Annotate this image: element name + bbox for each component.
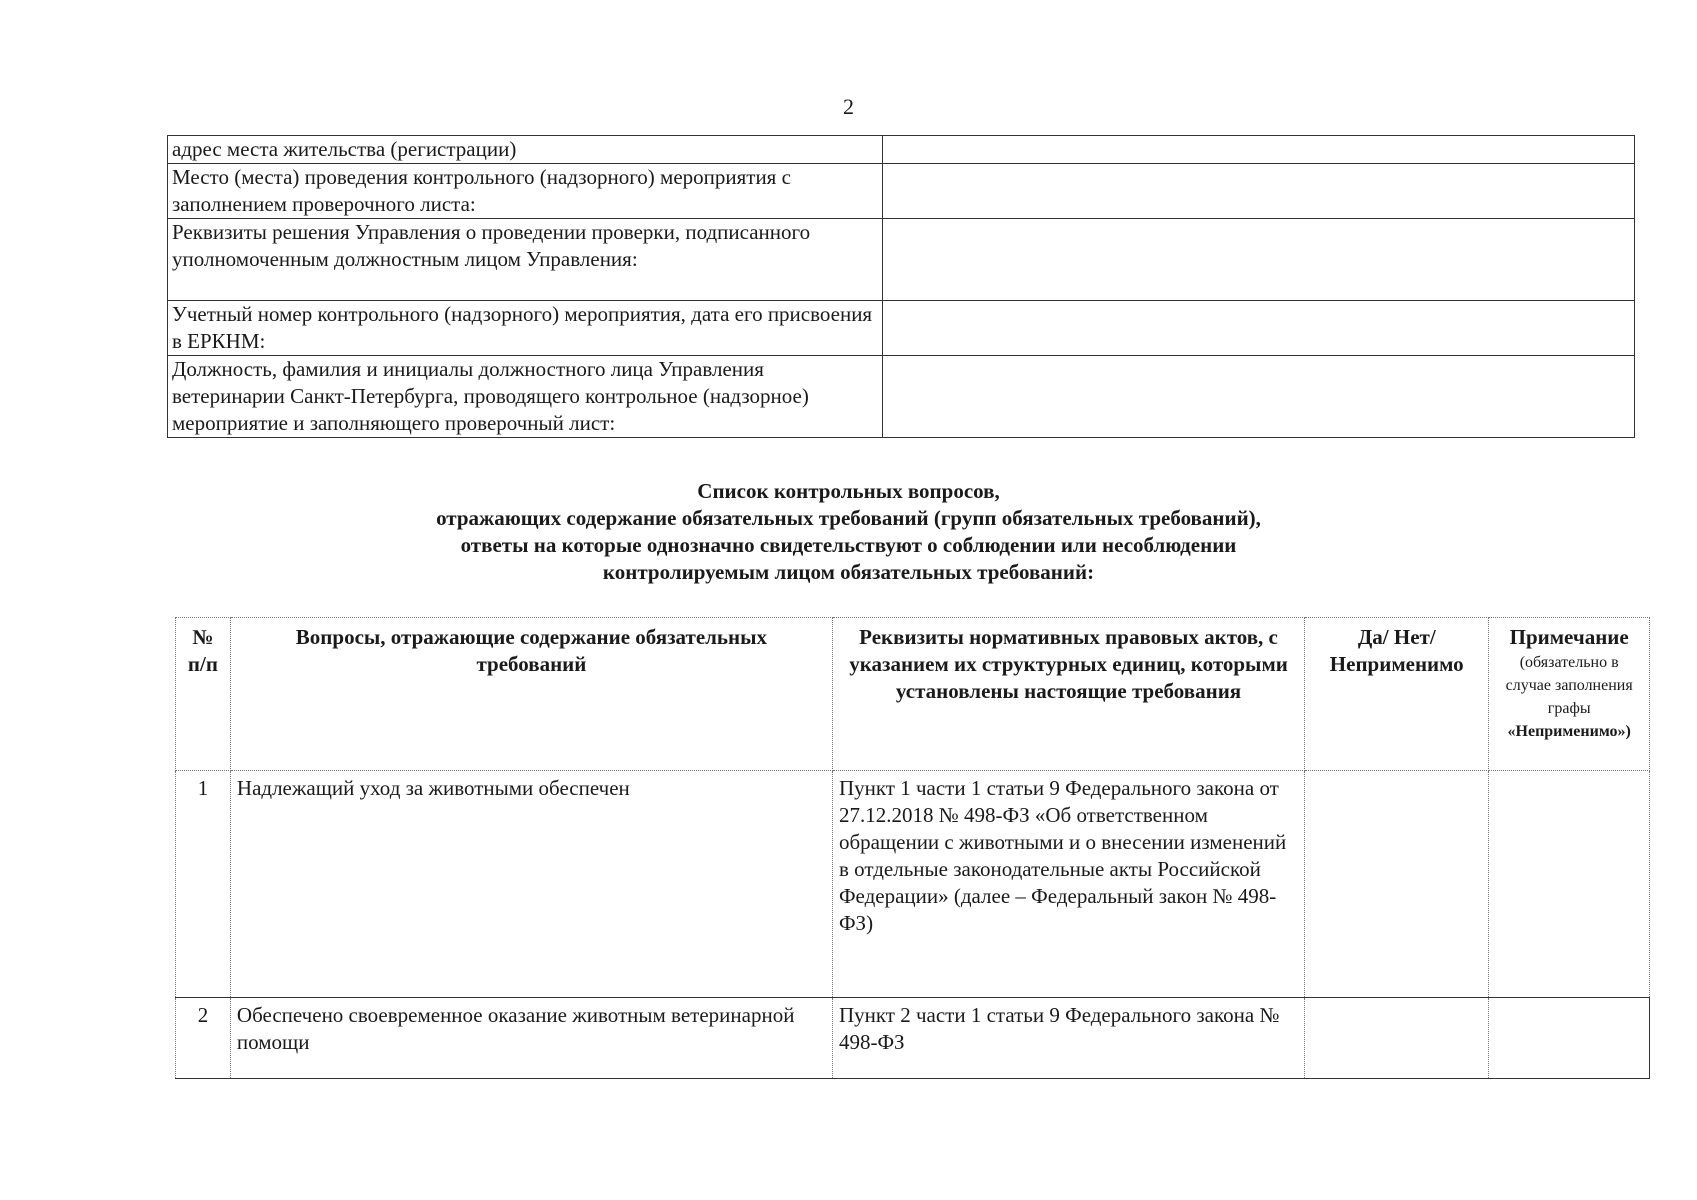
info-label: Учетный номер контрольного (надзорного) мероприятия, дата его присвоения в ЕРКНМ: [168, 301, 883, 356]
answer-field[interactable] [1305, 998, 1489, 1079]
checklist-heading [0, 478, 1697, 586]
checklist-table [175, 617, 1650, 1079]
info-value-field[interactable] [883, 219, 1635, 301]
header-requisites: Реквизиты нормативных правовых актов, с указанием их структурных единиц, которыми установлены настоящие требования [832, 618, 1304, 771]
info-label: Реквизиты решения Управления о проведении проверки, подписанного уполномоченным должностным лицом Управления: [168, 219, 883, 301]
info-value-field[interactable] [883, 136, 1635, 164]
info-row [168, 356, 1635, 438]
row-num: 1 [176, 771, 231, 998]
row-requisites: Пункт 1 части 1 статьи 9 Федерального закона от 27.12.2018 № 498-ФЗ «Об ответственном обращении с животными и о внесении изменений в отдельные законодательные акты Российской Федерации» (далее – Федеральный закон № 498-ФЗ) [832, 771, 1304, 998]
note-field[interactable] [1489, 771, 1650, 998]
row-requisites: Пункт 2 части 1 статьи 9 Федерального закона № 498-ФЗ [832, 998, 1304, 1079]
heading-line: отражающих содержание обязательных требований (групп обязательных требований), [436, 506, 1261, 530]
row-question: Надлежащий уход за животными обеспечен [230, 771, 832, 998]
header-note-title: Примечание [1509, 625, 1629, 649]
info-value-field[interactable] [883, 164, 1635, 219]
info-value-field[interactable] [883, 301, 1635, 356]
header-note-sub: (обязательно в случае заполнения графы [1505, 654, 1633, 717]
info-row [168, 164, 1635, 219]
heading-line: контролируемым лицом обязательных требований: [602, 560, 1095, 584]
header-question: Вопросы, отражающие содержание обязательных требований [230, 618, 832, 771]
table-row [176, 998, 1650, 1079]
header-answer: Да/ Нет/ Неприменимо [1305, 618, 1489, 771]
heading-line: ответы на которые однозначно свидетельствуют о соблюдении или несоблюдении [460, 533, 1237, 557]
note-field[interactable] [1489, 998, 1650, 1079]
answer-field[interactable] [1305, 771, 1489, 998]
row-question: Обеспечено своевременное оказание животным ветеринарной помощи [230, 998, 832, 1079]
page-number: 2 [843, 94, 854, 119]
table-header-row [176, 618, 1650, 771]
info-row [168, 219, 1635, 301]
info-row [168, 301, 1635, 356]
header-note-bold: «Неприменимо») [1507, 723, 1631, 740]
info-label: адрес места жительства (регистрации) [168, 136, 883, 164]
header-num: № п/п [176, 618, 231, 771]
inspection-info-table [167, 135, 1635, 438]
info-label: Должность, фамилия и инициалы должностного лица Управления ветеринарии Санкт-Петербурга, проводящего контрольное (надзорное) мероприятие и заполняющего проверочный лист: [168, 356, 883, 438]
info-label: Место (места) проведения контрольного (надзорного) мероприятия с заполнением проверочного листа: [168, 164, 883, 219]
info-row [168, 136, 1635, 164]
heading-line: Список контрольных вопросов, [697, 479, 1000, 503]
info-value-field[interactable] [883, 356, 1635, 438]
table-row [176, 771, 1650, 998]
header-note [1489, 618, 1650, 771]
row-num: 2 [176, 998, 231, 1079]
